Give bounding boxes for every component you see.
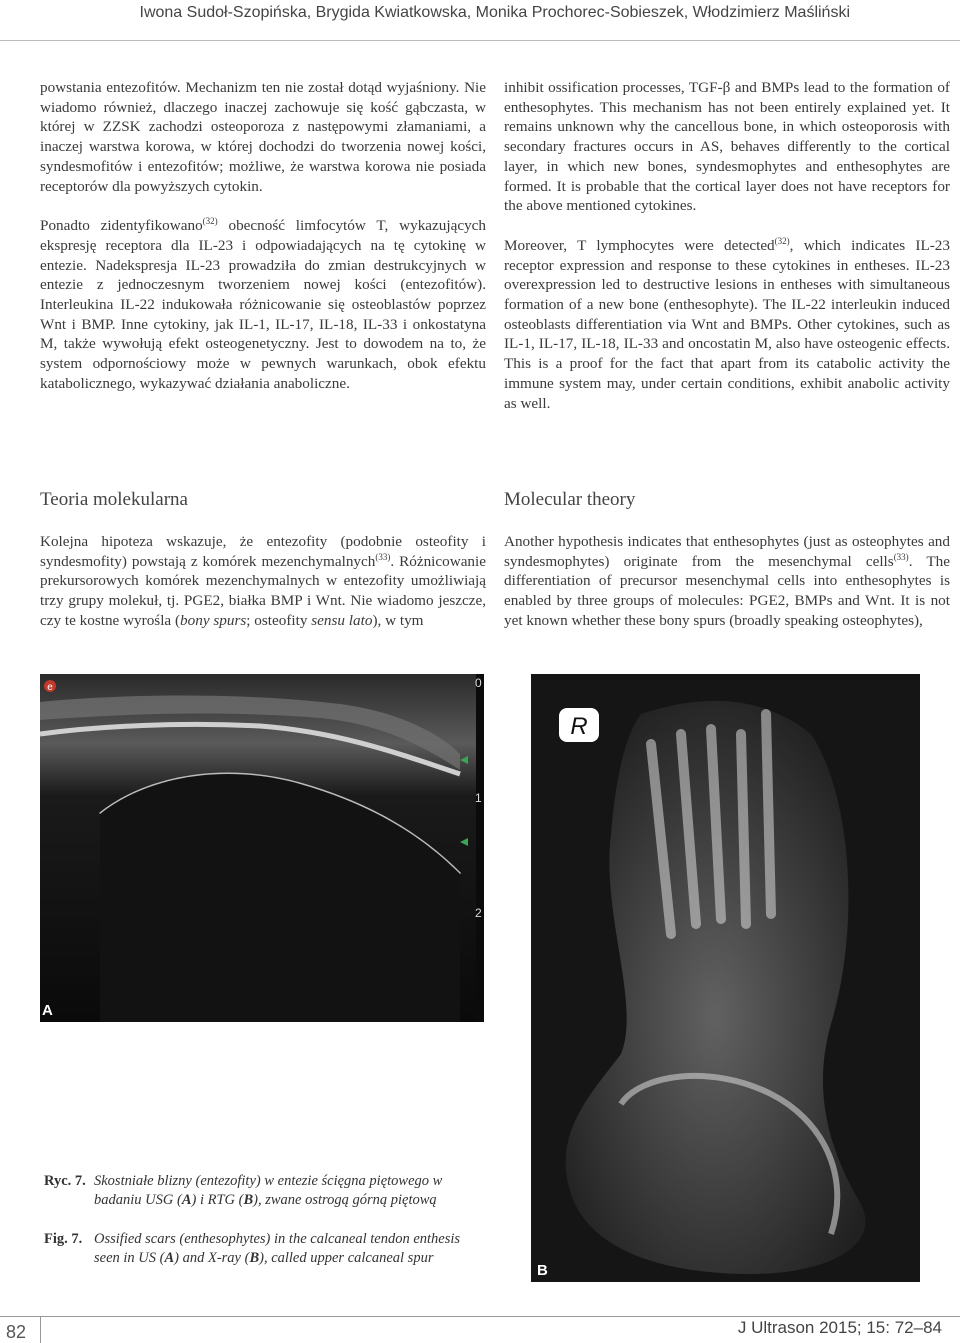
section-heading-pl: Teoria molekularna	[40, 489, 188, 510]
page-number: 82	[6, 1322, 27, 1342]
footer-divider	[0, 1316, 960, 1317]
right-paragraph-3: Another hypothesis indicates that enthesophytes (just as osteophytes and syndesmophytes) originate from the mesenchymal cells$^{(33)}$. The differentiation of precursor mesenchymal cells into enthesophytes is enabled by three groups of molecules: PGE2, BMPs and Wnt. It is not yet known whether these bony spurs (broadly speaking osteophytes),	[504, 533, 950, 629]
reference-33-en: (33)	[893, 551, 909, 562]
caption-pl: Ryc. 7. Skostniałe blizny (entezofity) w entezie ścięgna piętowego w badaniu USG (A) i RTG (B), zwane ostrogą górną piętową	[44, 1173, 443, 1208]
section-heading-en: Molecular theory	[504, 489, 636, 510]
xray-graphic	[531, 674, 920, 1282]
figure-label-a: A	[42, 1002, 53, 1019]
left-paragraph-1: powstania entezofitów. Mechanizm ten nie został dotąd wyjaśniony. Nie wiadomo również, dlaczego inaczej zachowuje się kość gąbczasta, w której w ZZSK zachodzi osteoporoza z następowymi złamaniami, a inaczej warstwa korowa, w której dochodzi do tworzenia nowej kości, syndesmofitów i entezofitów; możliwe, że warstwa korowa nie posiada receptorów dla powyższych cytokin.	[40, 79, 486, 195]
right-paragraph-2: Moreover, T lymphocytes were detected$^{(32)}$, which indicates IL-23 receptor expression and response to these cytokines in entheses. IL-23 overexpression led to destructive lesions in entheses with simultaneous formation of a new bone (enthesophyte). The IL-22 interleukin induced osteoblasts differentiation via Wnt and BMPs. Other cytokines, such as IL-1, IL-17, IL-18, IL-33 and oncostatin M, also have osteogenic effects. This is a proof for the fact that apart from its catabolic activity the immune system may, under certain conditions, exhibit anabolic activity as well.	[504, 235, 950, 412]
right-column-top	[504, 78, 950, 413]
left-column-section	[40, 532, 486, 631]
us-scale-2: 2	[475, 906, 482, 920]
xray-side-marker: R	[570, 713, 588, 740]
journal-citation: J Ultrason 2015; 15: 72–84	[737, 1318, 942, 1337]
right-column-section	[504, 532, 950, 631]
us-scale-1: 1	[475, 791, 482, 805]
right-paragraph-1: inhibit ossification processes, TGF-β and BMPs lead to the formation of enthesophytes. This mechanism has not been entirely explained yet. It remains unknown why the cancellous bone, in which osteoporosis with secondary fractures occurs in AS, behaves differently to the cortical layer, in which new bones, syndesmophytes and enthesophytes are formed. It is probable that the cortical layer does not have receptors for the above mentioned cytokines.	[504, 79, 950, 215]
reference-32-en: (32)	[774, 235, 790, 246]
left-column-top	[40, 78, 486, 394]
svg-text:e: e	[47, 682, 53, 693]
header-authors: Iwona Sudoł-Szopińska, Brygida Kwiatkowska, Monika Prochorec-Sobieszek, Włodzimierz Maśliński	[139, 4, 850, 21]
ultrasound-graphic	[40, 674, 484, 1022]
figure-label-b: B	[537, 1262, 548, 1279]
left-paragraph-2: Ponadto zidentyfikowano$^{(32)}$ obecność limfocytów T, wykazujących ekspresję receptora dla IL-23 i odpowiadających na tę cytokinę w entezie. Nadekspresja IL-23 prowadziła do zmian destrukcyjnych w entezie z jednoczesnym tworzeniem nowej kości (entezofitów). Interleukina IL-22 indukowała różnicowanie się osteoblastów poprzez Wnt i BMP. Inne cytokiny, jak IL-1, IL-17, IL-18, IL-33 i onkostatyna M, także wywołują efekt osteogenetyczny. Jest to dowodem na to, że system odpornościowy może w pewnych warunkach, obok efektu katabolicznego, wykazywać działania anaboliczne.	[40, 216, 486, 392]
running-header	[0, 0, 960, 42]
footer-separator	[40, 1316, 41, 1343]
reference-33: (33)	[375, 551, 391, 562]
caption-en: Fig. 7. Ossified scars (enthesophytes) in the calcaneal tendon enthesis seen in US (A) and X-ray (B), called upper calcaneal spur	[44, 1231, 461, 1266]
ultrasound-image	[40, 674, 484, 1022]
header-divider	[0, 40, 960, 41]
xray-image	[531, 674, 920, 1282]
reference-32: (32)	[202, 216, 218, 227]
us-scale-0: 0	[475, 676, 482, 690]
left-paragraph-3: Kolejna hipoteza wskazuje, że entezofity (podobnie osteofity i syndesmofity) powstają z komórek mezenchymalnych$^{(33)}$. Różnicowanie prekursorowych komórek mezenchymalnych w entezofity umożliwiają trzy grupy molekuł, tj. PGE2, białka BMP i Wnt. Nie wiadomo jeszcze, czy te kostne wyrośla (bony spurs; osteofity sensu lato), w tym	[40, 533, 486, 629]
